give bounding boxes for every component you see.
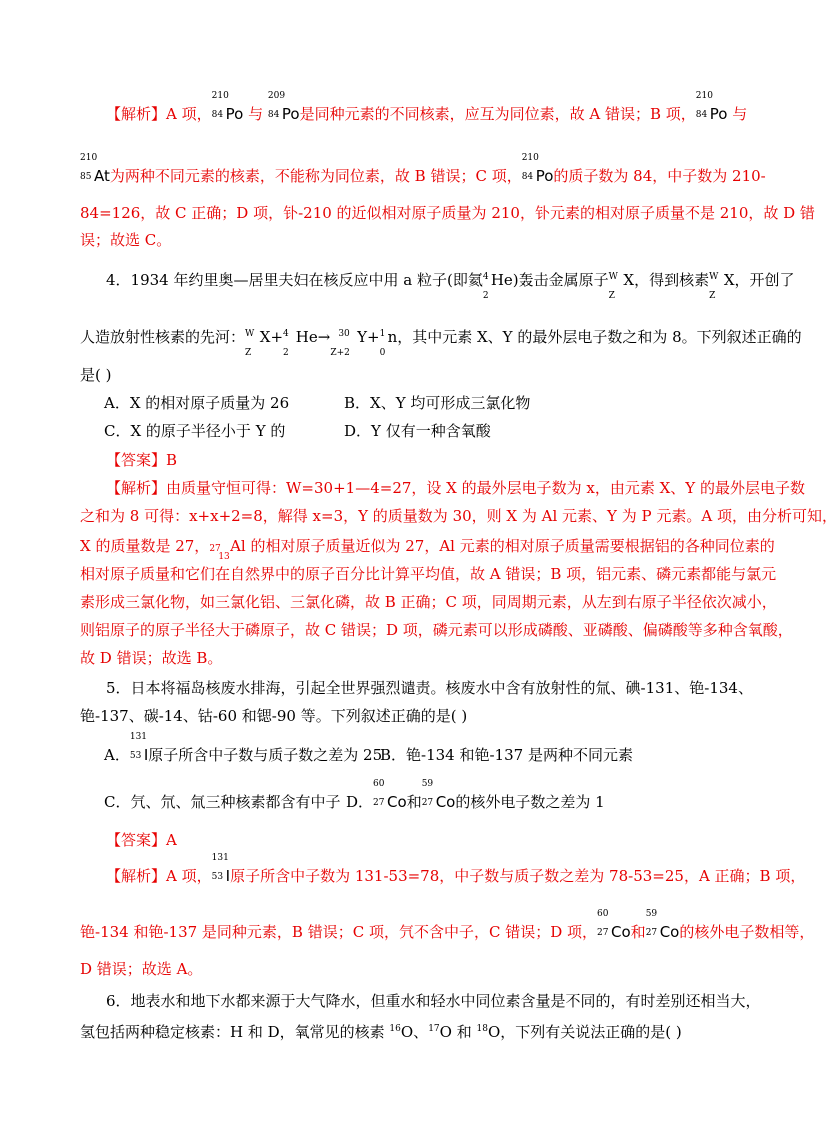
q4-exp-line4: 相对原子质量和它们在自然界中的原子百分比计算平均值，故 A 错误；B 项，铝元素、磷元素都能与氯元 — [80, 565, 777, 583]
nuclide-i131: 131 53 I — [129, 732, 149, 764]
q4-stem-line1: 4．1934 年约里奥—居里夫妇在核反应中用 a 粒子(即氦 4 2 He)轰击金属原子 W Z X，得到核素 W Z X，开创了 — [106, 271, 795, 301]
nuclide-at210: 210 85 At — [80, 153, 110, 185]
q5-exp-line2: 铯-134 和铯-137 是同种元素，B 错误；C 项，氕不含中子，C 错误；D 项， 60 27 Co和 59 27 Co的核外电子数相等， — [80, 909, 815, 941]
explanation-tag: 【解析】 — [106, 105, 167, 123]
q3-exp-line4: 误；故选 C。 — [80, 231, 172, 249]
q4-stem-line3: 是( ) — [80, 366, 112, 384]
nuclide-po210: 210 84 Po — [211, 91, 244, 123]
q4-exp-line3: X 的质量数是 27， 27 13 Al 的相对原子质量近似为 27，Al 元素的相对原子质量需要根据铝的各种同位素的 — [80, 537, 775, 562]
q6-stem-line1: 6．地表水和地下水都来源于大气降水，但重水和轻水中同位素含量是不同的，有时差别还相当大， — [106, 992, 761, 1010]
nuclide-co60-b: 60 27 Co — [597, 909, 631, 941]
q3-exp-line1: 【解析】A 项， 210 84 Po 与 209 84 Po是同种元素的不同核素，应互为同位素，故 A 错误；B 项， 210 84 Po 与 — [106, 91, 748, 123]
q5-option-b: B．铯-134 和铯-137 是两种不同元素 — [380, 746, 633, 764]
q4-exp-line7: 故 D 错误；故选 B。 — [80, 649, 223, 667]
q5-answer: 【答案】A — [106, 831, 177, 849]
q3-exp-line2: 210 85 At为两种不同元素的核素，不能称为同位素，故 B 错误；C 项， 210 84 Po的质子数为 84，中子数为 210- — [80, 153, 766, 185]
q4-exp-line2: 之和为 8 可得：x+x+2=8，解得 x=3，Y 的质量数为 30，则 X 为 Al 元素、Y 为 P 元素。A 项，由分析可知， — [80, 507, 837, 525]
q5-exp-line1: 【解析】A 项， 131 53 I原子所含中子数为 131-53=78，中子数与质子数之差为 78-53=25，A 正确；B 项， — [106, 853, 806, 885]
q4-exp-line1: 【解析】由质量守恒可得：W=30+1—4=27，设 X 的最外层电子数为 x，由元素 X、Y 的最外层电子数 — [106, 479, 805, 497]
nuclide-po210-c: 210 84 Po — [521, 153, 554, 185]
nuclide-i131-b: 131 53 I — [211, 853, 231, 885]
q5-stem-line1: 5．日本将福岛核废水排海，引起全世界强烈谴责。核废水中含有放射性的氚、碘-131、铯-134、 — [106, 679, 753, 697]
q4-option-d: D．Y 仅有一种含氧酸 — [344, 422, 491, 440]
q5-stem-line2: 铯-137、碳-14、钴-60 和锶-90 等。下列叙述正确的是( ) — [80, 707, 468, 725]
nuclide-co60: 60 27 Co — [373, 779, 407, 811]
nuclide-po209: 209 84 Po — [267, 91, 300, 123]
q5-option-d: D． 60 27 Co和 59 27 Co的核外电子数之差为 1 — [346, 779, 605, 811]
q6-stem-line2: 氢包括两种稳定核素：H 和 D，氧常见的核素 $^{16}$O、$^{17}$O 和 $^{18}$O，下列有关说法正确的是( ) — [80, 1023, 682, 1041]
q3-exp-line3: 84=126，故 C 正确；D 项，钋-210 的近似相对原子质量为 210，钋元素的相对原子质量不是 210，故 D 错 — [80, 204, 815, 222]
q4-exp-line5: 素形成三氯化物，如三氯化铝、三氯化磷，故 B 正确；C 项，同周期元素，从左到右原子半径依次减小， — [80, 593, 777, 611]
q4-option-a: A．X 的相对原子质量为 26 — [104, 394, 290, 412]
q4-stem-line2: 人造放射性核素的先河： W Z X+ 4 2 He→ 30 Z+2 Y+ 1 0 n，其中元素 X、Y 的最外层电子数之和为 8。下列叙述正确的 — [80, 328, 802, 358]
nuclide-po210-b: 210 84 Po — [695, 91, 728, 123]
nuclide-co59-b: 59 27 Co — [645, 909, 680, 941]
q4-option-c: C．X 的原子半径小于 Y 的 — [104, 422, 286, 440]
q5-option-a: A． 131 53 I原子所含中子数与质子数之差为 25 — [104, 732, 383, 764]
q4-exp-line6: 则铝原子的原子半径大于磷原子，故 C 错误；D 项，磷元素可以形成磷酸、亚磷酸、偏磷酸等多种含氧酸， — [80, 621, 793, 639]
q4-option-b: B．X、Y 均可形成三氯化物 — [344, 394, 531, 412]
q4-answer: 【答案】B — [106, 451, 178, 469]
nuclide-co59: 59 27 Co — [421, 779, 456, 811]
q5-exp-line3: D 错误；故选 A。 — [80, 960, 203, 978]
q5-option-c: C．氕、氘、氚三种核素都含有中子 — [104, 793, 341, 811]
